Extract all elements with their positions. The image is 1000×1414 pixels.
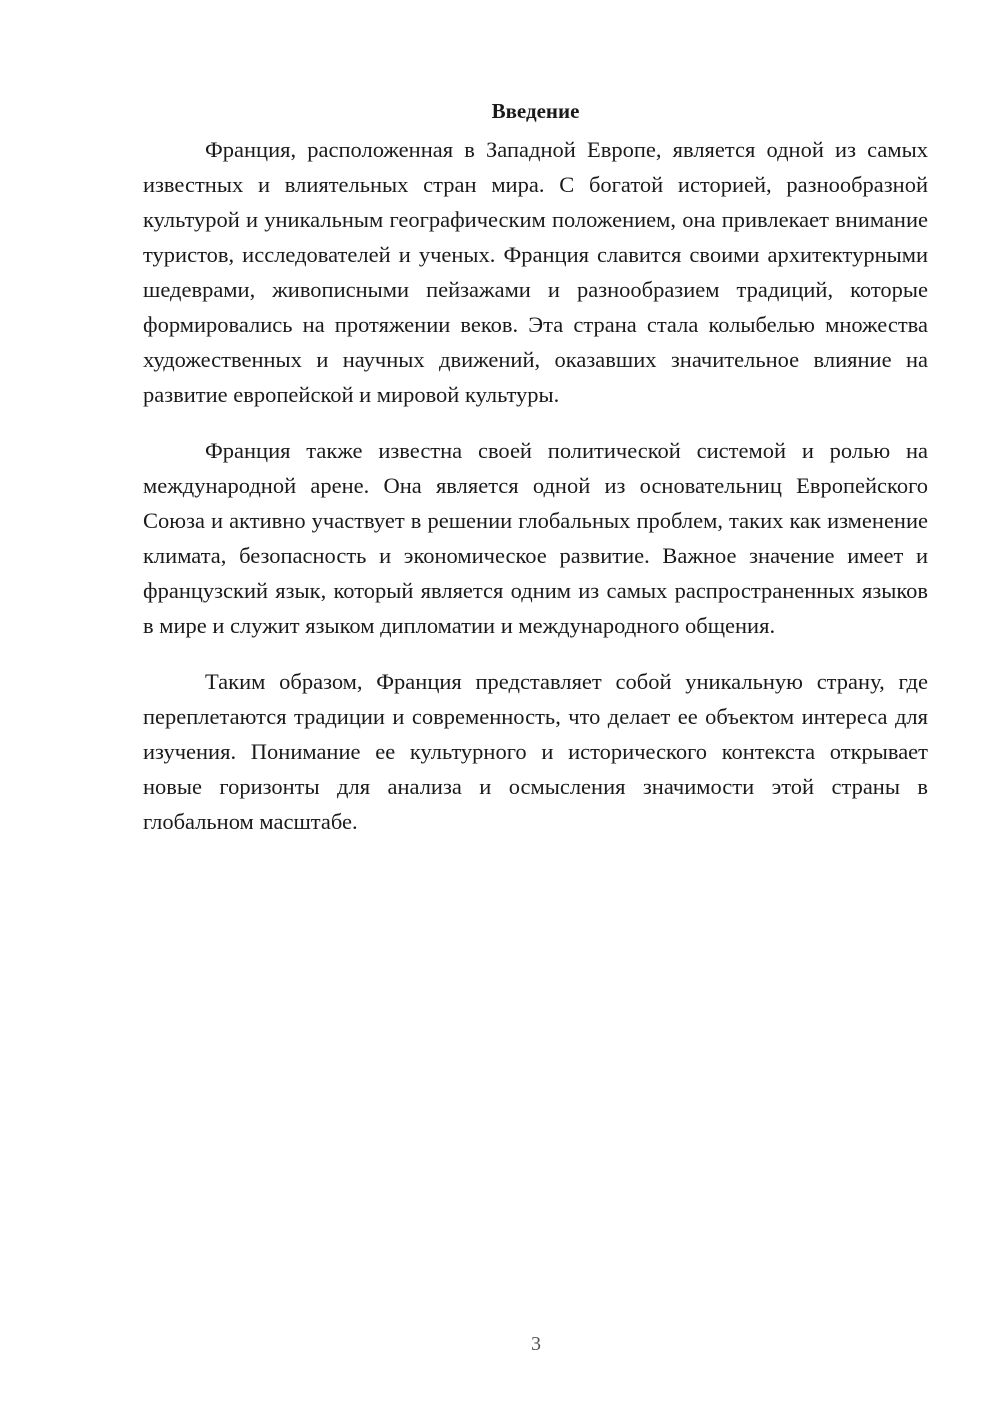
paragraph-1: Франция, расположенная в Западной Европе, является одной из самых известных и влиятельных стран мира. С богатой историей, разнообразной культурой и уникальным географическим положением, она привлекает внимание туристов, исследователей и ученых. Франция славится своими архитектурными шедеврами, живописными пейзажами и разнообразием традиций, которые формировались на протяжении веков. Эта страна стала колыбелью множества художественных и научных движений, оказавших значительное влияние на развитие европейской и мировой культуры. [143,137,928,407]
document-body [143,96,928,839]
paragraph-3: Таким образом, Франция представляет собой уникальную страну, где переплетаются традиции и современность, что делает ее объектом интереса для изучения. Понимание ее культурного и исторического контекста открывает новые горизонты для анализа и осмысления значимости этой страны в глобальном масштабе. [143,669,928,834]
section-title: Введение [491,99,580,123]
paragraph-2: Франция также известна своей политической системой и ролью на международной арене. Она является одной из основательниц Европейского Союза и активно участвует в решении глобальных проблем, таких как изменение климата, безопасность и экономическое развитие. Важное значение имеет и французский язык, который является одним из самых распространенных языков в мире и служит языком дипломатии и международного общения. [143,438,928,638]
page-number: 3 [531,1333,541,1355]
